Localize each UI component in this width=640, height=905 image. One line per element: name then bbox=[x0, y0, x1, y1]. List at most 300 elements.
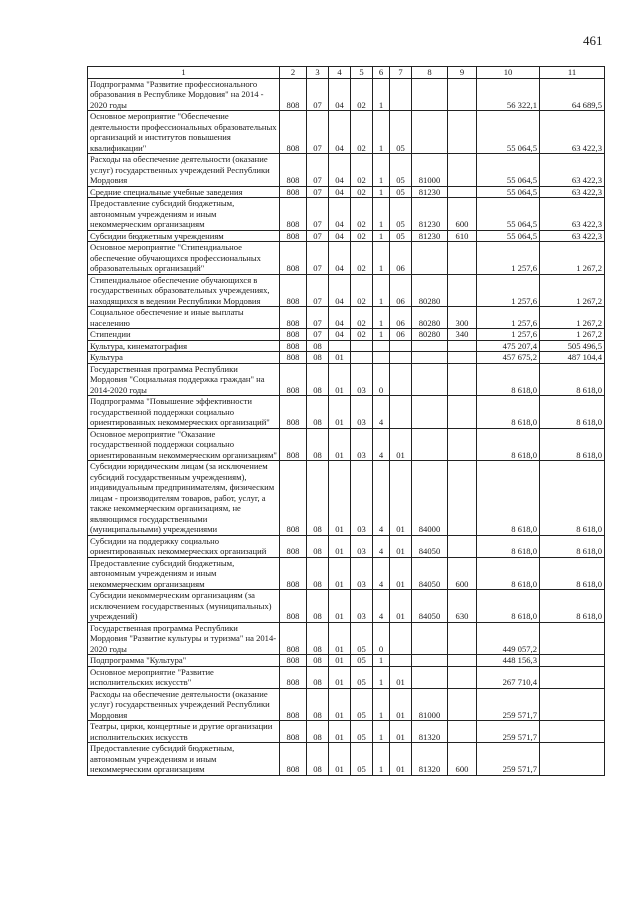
event-code-cell bbox=[390, 655, 412, 667]
expense-type-code-cell bbox=[448, 461, 477, 536]
expense-type-code-cell bbox=[448, 340, 477, 352]
event-code-cell: 06 bbox=[390, 307, 412, 329]
table-body bbox=[88, 78, 605, 775]
direction-code-cell bbox=[412, 78, 448, 111]
subsection-code-cell: 01 bbox=[329, 461, 351, 536]
section-code-cell: 08 bbox=[307, 655, 329, 667]
subprogram-code-cell: 4 bbox=[373, 396, 390, 429]
column-header-10: 10 bbox=[477, 67, 540, 79]
table-row bbox=[88, 461, 605, 536]
amount-col-10-cell: 259 571,7 bbox=[477, 688, 540, 721]
subprogram-code-cell: 4 bbox=[373, 461, 390, 536]
row-name-cell: Основное мероприятие "Оказание государственной поддержки социально ориентированным некоммерческим организациям" bbox=[88, 428, 280, 461]
section-code-cell: 07 bbox=[307, 230, 329, 242]
event-code-cell: 01 bbox=[390, 535, 412, 557]
amount-col-10-cell: 448 156,3 bbox=[477, 655, 540, 667]
table-row bbox=[88, 111, 605, 154]
subsection-code-cell bbox=[329, 340, 351, 352]
amount-col-10-cell: 8 618,0 bbox=[477, 363, 540, 396]
table-row bbox=[88, 743, 605, 776]
table-row bbox=[88, 688, 605, 721]
section-code-cell: 07 bbox=[307, 154, 329, 187]
subprogram-code-cell: 1 bbox=[373, 111, 390, 154]
ministry-code-cell: 808 bbox=[280, 274, 307, 307]
section-code-cell: 08 bbox=[307, 590, 329, 623]
column-header-11: 11 bbox=[540, 67, 605, 79]
direction-code-cell: 84000 bbox=[412, 461, 448, 536]
table-row bbox=[88, 340, 605, 352]
amount-col-11-cell: 487 104,4 bbox=[540, 352, 605, 364]
event-code-cell: 05 bbox=[390, 198, 412, 231]
direction-code-cell: 81320 bbox=[412, 743, 448, 776]
program-code-cell: 02 bbox=[351, 78, 373, 111]
section-code-cell: 07 bbox=[307, 78, 329, 111]
table-row bbox=[88, 396, 605, 429]
ministry-code-cell: 808 bbox=[280, 743, 307, 776]
direction-code-cell: 81000 bbox=[412, 688, 448, 721]
amount-col-10-cell: 55 064,5 bbox=[477, 111, 540, 154]
event-code-cell: 01 bbox=[390, 428, 412, 461]
amount-col-11-cell: 1 267,2 bbox=[540, 329, 605, 341]
program-code-cell: 02 bbox=[351, 186, 373, 198]
amount-col-10-cell: 267 710,4 bbox=[477, 666, 540, 688]
ministry-code-cell: 808 bbox=[280, 340, 307, 352]
row-name-cell: Подпрограмма "Повышение эффективности государственной поддержки социально ориентированных некоммерческих организаций" bbox=[88, 396, 280, 429]
amount-col-11-cell: 8 618,0 bbox=[540, 590, 605, 623]
section-code-cell: 07 bbox=[307, 186, 329, 198]
expense-type-code-cell bbox=[448, 154, 477, 187]
table-row bbox=[88, 154, 605, 187]
subprogram-code-cell: 0 bbox=[373, 622, 390, 655]
section-code-cell: 07 bbox=[307, 198, 329, 231]
program-code-cell: 05 bbox=[351, 666, 373, 688]
row-name-cell: Культура, кинематография bbox=[88, 340, 280, 352]
subprogram-code-cell: 1 bbox=[373, 230, 390, 242]
amount-col-10-cell: 55 064,5 bbox=[477, 198, 540, 231]
program-code-cell: 02 bbox=[351, 274, 373, 307]
subsection-code-cell: 01 bbox=[329, 655, 351, 667]
row-name-cell: Средние специальные учебные заведения bbox=[88, 186, 280, 198]
subsection-code-cell: 01 bbox=[329, 666, 351, 688]
expense-type-code-cell bbox=[448, 78, 477, 111]
program-code-cell: 05 bbox=[351, 721, 373, 743]
expense-type-code-cell bbox=[448, 111, 477, 154]
event-code-cell bbox=[390, 352, 412, 364]
event-code-cell bbox=[390, 340, 412, 352]
expense-type-code-cell: 630 bbox=[448, 590, 477, 623]
ministry-code-cell: 808 bbox=[280, 198, 307, 231]
table-row bbox=[88, 535, 605, 557]
expense-type-code-cell bbox=[448, 274, 477, 307]
direction-code-cell: 80280 bbox=[412, 307, 448, 329]
subprogram-code-cell: 1 bbox=[373, 307, 390, 329]
ministry-code-cell: 808 bbox=[280, 363, 307, 396]
section-code-cell: 08 bbox=[307, 396, 329, 429]
table-row bbox=[88, 307, 605, 329]
column-header-7: 7 bbox=[390, 67, 412, 79]
ministry-code-cell: 808 bbox=[280, 535, 307, 557]
amount-col-11-cell: 64 689,5 bbox=[540, 78, 605, 111]
ministry-code-cell: 808 bbox=[280, 186, 307, 198]
direction-code-cell bbox=[412, 655, 448, 667]
subsection-code-cell: 01 bbox=[329, 352, 351, 364]
program-code-cell: 02 bbox=[351, 307, 373, 329]
subprogram-code-cell: 1 bbox=[373, 721, 390, 743]
expense-type-code-cell: 340 bbox=[448, 329, 477, 341]
column-header-9: 9 bbox=[448, 67, 477, 79]
subsection-code-cell: 01 bbox=[329, 428, 351, 461]
program-code-cell: 03 bbox=[351, 590, 373, 623]
direction-code-cell: 81320 bbox=[412, 721, 448, 743]
program-code-cell: 03 bbox=[351, 396, 373, 429]
amount-col-10-cell: 8 618,0 bbox=[477, 461, 540, 536]
subprogram-code-cell: 1 bbox=[373, 186, 390, 198]
table-row bbox=[88, 666, 605, 688]
table-row bbox=[88, 198, 605, 231]
ministry-code-cell: 808 bbox=[280, 688, 307, 721]
ministry-code-cell: 808 bbox=[280, 590, 307, 623]
ministry-code-cell: 808 bbox=[280, 352, 307, 364]
direction-code-cell: 80280 bbox=[412, 274, 448, 307]
amount-col-11-cell bbox=[540, 688, 605, 721]
table-header-row bbox=[88, 67, 605, 79]
event-code-cell: 05 bbox=[390, 230, 412, 242]
page-number: 461 bbox=[583, 33, 603, 48]
expense-type-code-cell bbox=[448, 622, 477, 655]
amount-col-10-cell: 55 064,5 bbox=[477, 230, 540, 242]
subsection-code-cell: 01 bbox=[329, 535, 351, 557]
section-code-cell: 08 bbox=[307, 428, 329, 461]
row-name-cell: Субсидии некоммерческим организациям (за исключением государственных (муниципальных) учреждений) bbox=[88, 590, 280, 623]
event-code-cell: 01 bbox=[390, 590, 412, 623]
expense-type-code-cell bbox=[448, 363, 477, 396]
direction-code-cell bbox=[412, 352, 448, 364]
direction-code-cell: 84050 bbox=[412, 590, 448, 623]
row-name-cell: Социальное обеспечение и иные выплаты населению bbox=[88, 307, 280, 329]
expense-type-code-cell: 600 bbox=[448, 743, 477, 776]
ministry-code-cell: 808 bbox=[280, 307, 307, 329]
row-name-cell: Предоставление субсидий бюджетным, автономным учреждениям и иным некоммерческим организациям bbox=[88, 557, 280, 590]
amount-col-10-cell: 8 618,0 bbox=[477, 557, 540, 590]
amount-col-11-cell: 1 267,2 bbox=[540, 274, 605, 307]
direction-code-cell bbox=[412, 340, 448, 352]
program-code-cell: 02 bbox=[351, 111, 373, 154]
subsection-code-cell: 04 bbox=[329, 242, 351, 275]
amount-col-10-cell: 475 207,4 bbox=[477, 340, 540, 352]
program-code-cell: 03 bbox=[351, 461, 373, 536]
program-code-cell bbox=[351, 340, 373, 352]
direction-code-cell: 81230 bbox=[412, 230, 448, 242]
amount-col-11-cell: 8 618,0 bbox=[540, 428, 605, 461]
program-code-cell: 05 bbox=[351, 743, 373, 776]
amount-col-11-cell: 63 422,3 bbox=[540, 111, 605, 154]
section-code-cell: 07 bbox=[307, 111, 329, 154]
ministry-code-cell: 808 bbox=[280, 230, 307, 242]
ministry-code-cell: 808 bbox=[280, 329, 307, 341]
expense-type-code-cell: 300 bbox=[448, 307, 477, 329]
program-code-cell: 02 bbox=[351, 198, 373, 231]
subprogram-code-cell: 1 bbox=[373, 329, 390, 341]
subprogram-code-cell: 0 bbox=[373, 363, 390, 396]
program-code-cell: 05 bbox=[351, 688, 373, 721]
column-header-1: 1 bbox=[88, 67, 280, 79]
ministry-code-cell: 808 bbox=[280, 154, 307, 187]
direction-code-cell bbox=[412, 242, 448, 275]
table-row bbox=[88, 329, 605, 341]
row-name-cell: Театры, цирки, концертные и другие организации исполнительских искусств bbox=[88, 721, 280, 743]
amount-col-11-cell bbox=[540, 666, 605, 688]
subsection-code-cell: 04 bbox=[329, 198, 351, 231]
ministry-code-cell: 808 bbox=[280, 396, 307, 429]
row-name-cell: Культура bbox=[88, 352, 280, 364]
event-code-cell: 01 bbox=[390, 557, 412, 590]
ministry-code-cell: 808 bbox=[280, 622, 307, 655]
section-code-cell: 07 bbox=[307, 329, 329, 341]
amount-col-10-cell: 1 257,6 bbox=[477, 329, 540, 341]
direction-code-cell: 84050 bbox=[412, 557, 448, 590]
row-name-cell: Расходы на обеспечение деятельности (оказание услуг) государственных учреждений Республики Мордовия bbox=[88, 688, 280, 721]
amount-col-11-cell: 1 267,2 bbox=[540, 242, 605, 275]
amount-col-11-cell bbox=[540, 721, 605, 743]
subprogram-code-cell: 1 bbox=[373, 666, 390, 688]
section-code-cell: 08 bbox=[307, 352, 329, 364]
subsection-code-cell: 01 bbox=[329, 622, 351, 655]
ministry-code-cell: 808 bbox=[280, 655, 307, 667]
event-code-cell bbox=[390, 363, 412, 396]
subprogram-code-cell: 4 bbox=[373, 557, 390, 590]
direction-code-cell bbox=[412, 363, 448, 396]
amount-col-10-cell: 8 618,0 bbox=[477, 590, 540, 623]
program-code-cell: 02 bbox=[351, 242, 373, 275]
table-row bbox=[88, 590, 605, 623]
subprogram-code-cell: 1 bbox=[373, 274, 390, 307]
section-code-cell: 08 bbox=[307, 666, 329, 688]
event-code-cell bbox=[390, 396, 412, 429]
ministry-code-cell: 808 bbox=[280, 461, 307, 536]
section-code-cell: 08 bbox=[307, 340, 329, 352]
subprogram-code-cell bbox=[373, 352, 390, 364]
expense-type-code-cell bbox=[448, 688, 477, 721]
subprogram-code-cell: 1 bbox=[373, 154, 390, 187]
amount-col-10-cell: 56 322,1 bbox=[477, 78, 540, 111]
section-code-cell: 08 bbox=[307, 743, 329, 776]
amount-col-10-cell: 259 571,7 bbox=[477, 743, 540, 776]
table-row bbox=[88, 622, 605, 655]
table-row bbox=[88, 557, 605, 590]
amount-col-10-cell: 1 257,6 bbox=[477, 274, 540, 307]
column-header-3: 3 bbox=[307, 67, 329, 79]
subsection-code-cell: 01 bbox=[329, 396, 351, 429]
subsection-code-cell: 04 bbox=[329, 329, 351, 341]
amount-col-11-cell bbox=[540, 743, 605, 776]
section-code-cell: 08 bbox=[307, 622, 329, 655]
subprogram-code-cell: 1 bbox=[373, 743, 390, 776]
row-name-cell: Государственная программа Республики Мордовия "Развитие культуры и туризма" на 2014-2020 годы bbox=[88, 622, 280, 655]
event-code-cell: 05 bbox=[390, 111, 412, 154]
table-row bbox=[88, 186, 605, 198]
ministry-code-cell: 808 bbox=[280, 242, 307, 275]
subsection-code-cell: 01 bbox=[329, 721, 351, 743]
budget-table bbox=[87, 66, 605, 776]
expense-type-code-cell bbox=[448, 666, 477, 688]
amount-col-11-cell: 63 422,3 bbox=[540, 230, 605, 242]
program-code-cell: 03 bbox=[351, 535, 373, 557]
row-name-cell: Стипендиальное обеспечение обучающихся в государственных образовательных учреждениях, находящихся в ведении Республики Мордовия bbox=[88, 274, 280, 307]
event-code-cell: 01 bbox=[390, 666, 412, 688]
row-name-cell: Предоставление субсидий бюджетным, автономным учреждениям и иным некоммерческим организациям bbox=[88, 743, 280, 776]
event-code-cell: 01 bbox=[390, 743, 412, 776]
table-row bbox=[88, 274, 605, 307]
section-code-cell: 08 bbox=[307, 363, 329, 396]
direction-code-cell bbox=[412, 111, 448, 154]
event-code-cell: 01 bbox=[390, 461, 412, 536]
program-code-cell: 03 bbox=[351, 363, 373, 396]
ministry-code-cell: 808 bbox=[280, 721, 307, 743]
amount-col-10-cell: 8 618,0 bbox=[477, 396, 540, 429]
expense-type-code-cell bbox=[448, 428, 477, 461]
row-name-cell: Основное мероприятие "Развитие исполнительских искусств" bbox=[88, 666, 280, 688]
subsection-code-cell: 04 bbox=[329, 78, 351, 111]
expense-type-code-cell bbox=[448, 396, 477, 429]
program-code-cell: 03 bbox=[351, 428, 373, 461]
amount-col-11-cell bbox=[540, 655, 605, 667]
subsection-code-cell: 04 bbox=[329, 111, 351, 154]
table-row bbox=[88, 78, 605, 111]
amount-col-10-cell: 1 257,6 bbox=[477, 242, 540, 275]
ministry-code-cell: 808 bbox=[280, 78, 307, 111]
program-code-cell: 03 bbox=[351, 557, 373, 590]
subsection-code-cell: 04 bbox=[329, 186, 351, 198]
expense-type-code-cell bbox=[448, 186, 477, 198]
event-code-cell: 05 bbox=[390, 154, 412, 187]
row-name-cell: Государственная программа Республики Мордовия "Социальная поддержка граждан" на 2014-2020 годы bbox=[88, 363, 280, 396]
amount-col-10-cell: 55 064,5 bbox=[477, 186, 540, 198]
subprogram-code-cell: 4 bbox=[373, 590, 390, 623]
subprogram-code-cell: 1 bbox=[373, 78, 390, 111]
row-name-cell: Субсидии на поддержку социально ориентированных некоммерческих организаций bbox=[88, 535, 280, 557]
direction-code-cell: 80280 bbox=[412, 329, 448, 341]
expense-type-code-cell bbox=[448, 352, 477, 364]
amount-col-11-cell: 8 618,0 bbox=[540, 535, 605, 557]
subprogram-code-cell bbox=[373, 340, 390, 352]
amount-col-10-cell: 8 618,0 bbox=[477, 428, 540, 461]
subsection-code-cell: 01 bbox=[329, 688, 351, 721]
event-code-cell: 06 bbox=[390, 329, 412, 341]
section-code-cell: 07 bbox=[307, 307, 329, 329]
row-name-cell: Субсидии бюджетным учреждениям bbox=[88, 230, 280, 242]
event-code-cell: 05 bbox=[390, 186, 412, 198]
table-row bbox=[88, 352, 605, 364]
program-code-cell bbox=[351, 352, 373, 364]
row-name-cell: Стипендии bbox=[88, 329, 280, 341]
column-header-8: 8 bbox=[412, 67, 448, 79]
direction-code-cell bbox=[412, 396, 448, 429]
table-row bbox=[88, 428, 605, 461]
subprogram-code-cell: 1 bbox=[373, 242, 390, 275]
subsection-code-cell: 01 bbox=[329, 590, 351, 623]
section-code-cell: 08 bbox=[307, 461, 329, 536]
direction-code-cell bbox=[412, 666, 448, 688]
program-code-cell: 02 bbox=[351, 230, 373, 242]
ministry-code-cell: 808 bbox=[280, 428, 307, 461]
amount-col-11-cell: 8 618,0 bbox=[540, 396, 605, 429]
row-name-cell: Субсидии юридическим лицам (за исключением субсидий государственным учреждениям), индивидуальным предпринимателям, физическим лицам - производителям товаров, работ, услуг, а также некоммерческим организациям, не являющимся государственными (муниципальными) учреждениями bbox=[88, 461, 280, 536]
section-code-cell: 08 bbox=[307, 535, 329, 557]
column-header-5: 5 bbox=[351, 67, 373, 79]
subprogram-code-cell: 4 bbox=[373, 535, 390, 557]
table-row bbox=[88, 230, 605, 242]
program-code-cell: 05 bbox=[351, 655, 373, 667]
amount-col-11-cell: 8 618,0 bbox=[540, 363, 605, 396]
ministry-code-cell: 808 bbox=[280, 557, 307, 590]
event-code-cell: 01 bbox=[390, 721, 412, 743]
amount-col-11-cell: 63 422,3 bbox=[540, 154, 605, 187]
subsection-code-cell: 01 bbox=[329, 363, 351, 396]
ministry-code-cell: 808 bbox=[280, 111, 307, 154]
ministry-code-cell: 808 bbox=[280, 666, 307, 688]
section-code-cell: 08 bbox=[307, 721, 329, 743]
subsection-code-cell: 04 bbox=[329, 230, 351, 242]
program-code-cell: 02 bbox=[351, 329, 373, 341]
subprogram-code-cell: 1 bbox=[373, 655, 390, 667]
amount-col-10-cell: 55 064,5 bbox=[477, 154, 540, 187]
program-code-cell: 02 bbox=[351, 154, 373, 187]
section-code-cell: 07 bbox=[307, 242, 329, 275]
subsection-code-cell: 01 bbox=[329, 557, 351, 590]
direction-code-cell: 81230 bbox=[412, 186, 448, 198]
expense-type-code-cell bbox=[448, 721, 477, 743]
row-name-cell: Подпрограмма "Развитие профессионального образования в Республике Мордовия" на 2014 - 2020 годы bbox=[88, 78, 280, 111]
section-code-cell: 07 bbox=[307, 274, 329, 307]
amount-col-11-cell: 8 618,0 bbox=[540, 557, 605, 590]
event-code-cell bbox=[390, 622, 412, 655]
event-code-cell: 06 bbox=[390, 274, 412, 307]
direction-code-cell: 81000 bbox=[412, 154, 448, 187]
direction-code-cell bbox=[412, 428, 448, 461]
subprogram-code-cell: 1 bbox=[373, 688, 390, 721]
column-header-6: 6 bbox=[373, 67, 390, 79]
expense-type-code-cell: 600 bbox=[448, 198, 477, 231]
expense-type-code-cell: 610 bbox=[448, 230, 477, 242]
subsection-code-cell: 04 bbox=[329, 154, 351, 187]
table-row bbox=[88, 363, 605, 396]
amount-col-10-cell: 449 057,2 bbox=[477, 622, 540, 655]
subprogram-code-cell: 1 bbox=[373, 198, 390, 231]
direction-code-cell: 84050 bbox=[412, 535, 448, 557]
amount-col-10-cell: 259 571,7 bbox=[477, 721, 540, 743]
subsection-code-cell: 04 bbox=[329, 307, 351, 329]
direction-code-cell bbox=[412, 622, 448, 655]
amount-col-11-cell: 505 496,5 bbox=[540, 340, 605, 352]
subsection-code-cell: 04 bbox=[329, 274, 351, 307]
expense-type-code-cell bbox=[448, 242, 477, 275]
expense-type-code-cell bbox=[448, 655, 477, 667]
row-name-cell: Основное мероприятие "Обеспечение деятельности профессиональных образовательных организаций и институтов повышения квалификации" bbox=[88, 111, 280, 154]
direction-code-cell: 81230 bbox=[412, 198, 448, 231]
amount-col-10-cell: 8 618,0 bbox=[477, 535, 540, 557]
subprogram-code-cell: 4 bbox=[373, 428, 390, 461]
row-name-cell: Основное мероприятие "Стипендиальное обеспечение обучающихся профессиональных образовательных организаций" bbox=[88, 242, 280, 275]
table-row bbox=[88, 721, 605, 743]
section-code-cell: 08 bbox=[307, 688, 329, 721]
expense-type-code-cell: 600 bbox=[448, 557, 477, 590]
amount-col-11-cell bbox=[540, 622, 605, 655]
column-header-4: 4 bbox=[329, 67, 351, 79]
event-code-cell bbox=[390, 78, 412, 111]
amount-col-11-cell: 8 618,0 bbox=[540, 461, 605, 536]
amount-col-10-cell: 1 257,6 bbox=[477, 307, 540, 329]
program-code-cell: 05 bbox=[351, 622, 373, 655]
